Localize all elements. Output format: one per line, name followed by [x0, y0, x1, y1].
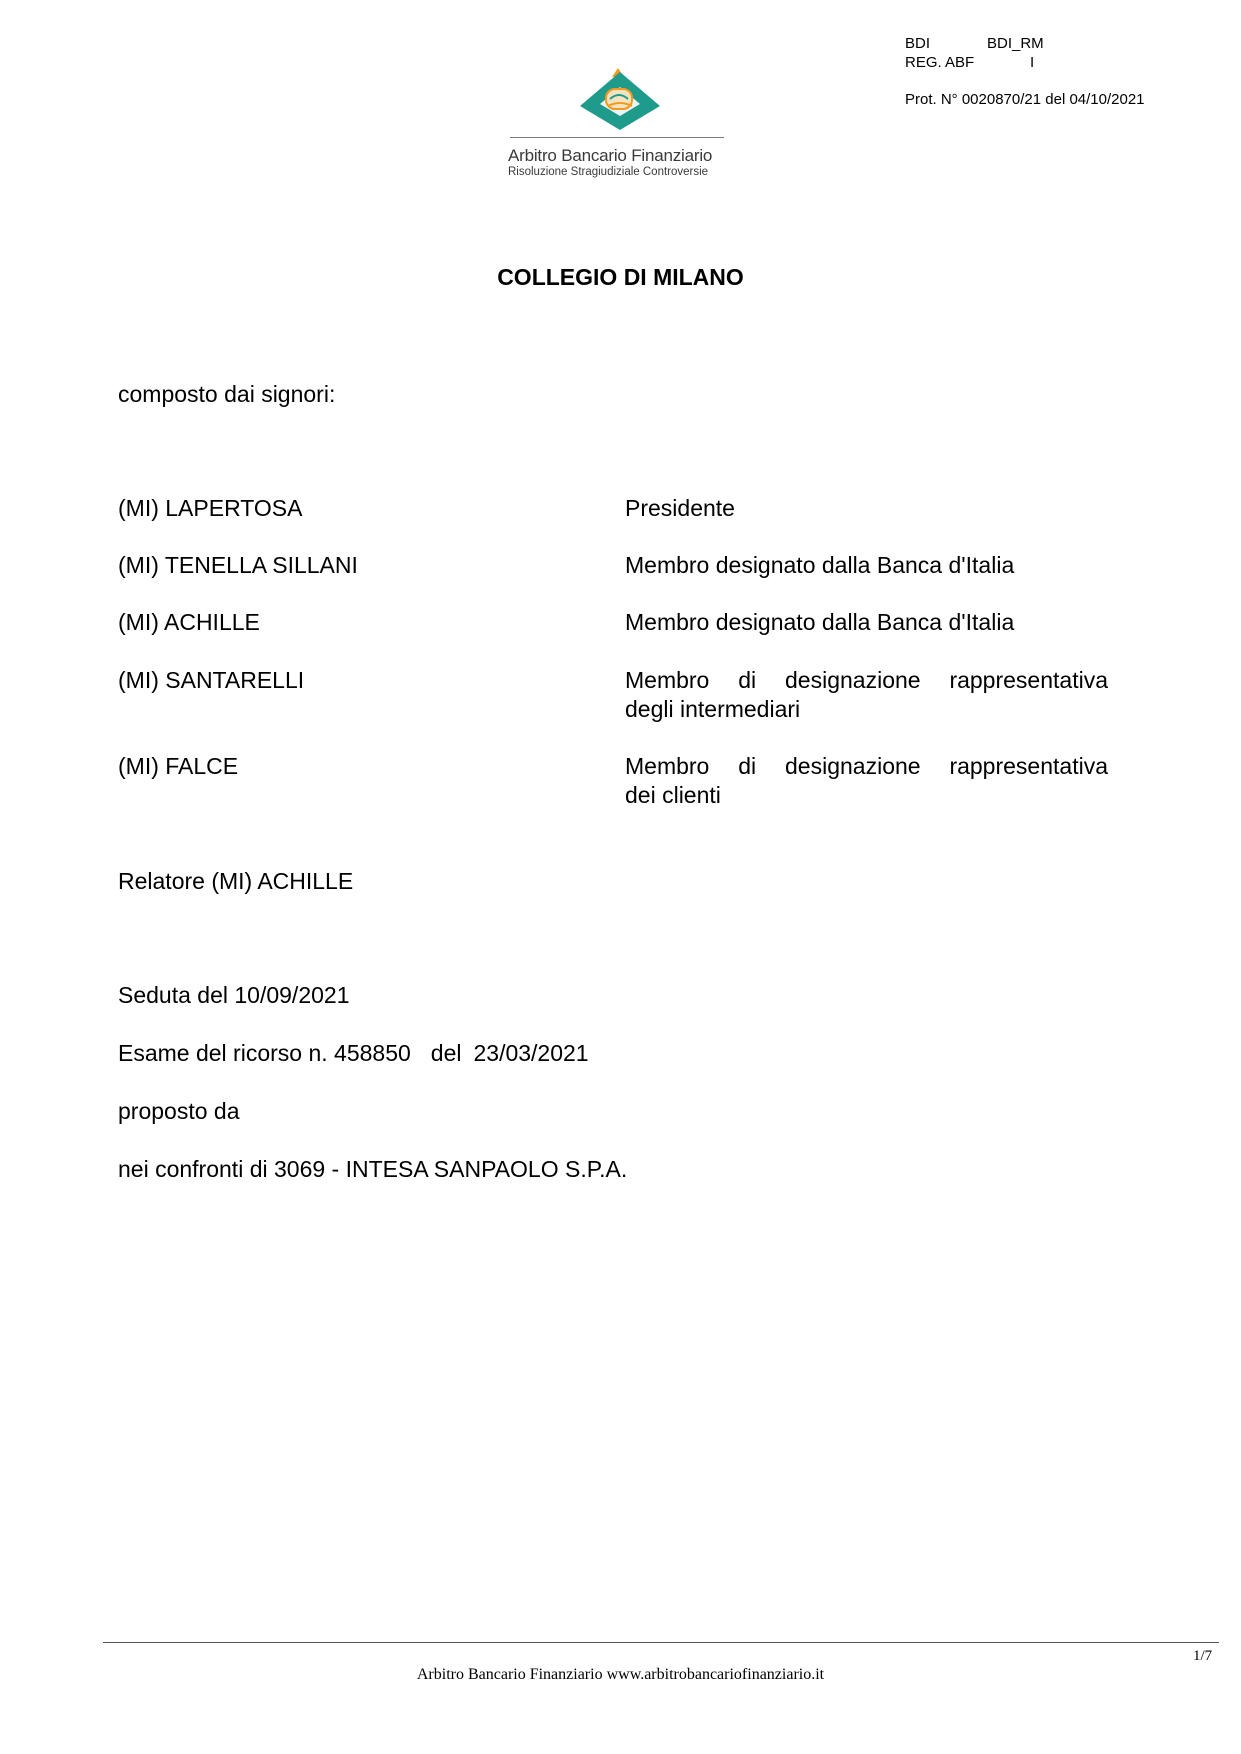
member-name: (MI) FALCE: [118, 753, 239, 779]
abf-logo: [508, 64, 728, 184]
seduta-text: Seduta del 10/09/2021: [118, 982, 350, 1008]
esame-line: [118, 1039, 589, 1068]
esame-del-label: del: [430, 1040, 462, 1066]
doc-code-secondary: BDI_RM: [987, 35, 1044, 52]
ricorso-number: 458850: [334, 1040, 411, 1066]
reg-value: I: [1030, 54, 1035, 71]
member-name: (MI) SANTARELLI: [118, 667, 305, 693]
reg-label: REG. ABF: [905, 54, 975, 71]
logo-divider: [510, 137, 724, 138]
esame-label: Esame del ricorso n.: [118, 1040, 328, 1066]
member-role: Membro designato dalla Banca d'Italia: [625, 609, 1015, 635]
relatore-text: Relatore (MI) ACHILLE: [118, 868, 354, 894]
page-title: COLLEGIO DI MILANO: [497, 264, 744, 290]
confronti-text: nei confronti di 3069 - INTESA SANPAOLO S.P.A.: [118, 1156, 628, 1182]
member-role: Presidente: [625, 495, 735, 521]
member-role-continued: degli intermediari: [625, 696, 801, 722]
member-role: Membro di designazione rappresentativa: [625, 667, 1108, 693]
footer-divider: [103, 1642, 1219, 1643]
member-name: (MI) LAPERTOSA: [118, 495, 303, 521]
logo-tagline: Risoluzione Stragiudiziale Controversie: [508, 166, 709, 178]
member-role: Membro designato dalla Banca d'Italia: [625, 552, 1015, 578]
member-role: Membro di designazione rappresentativa: [625, 753, 1108, 779]
ricorso-date: 23/03/2021: [473, 1040, 589, 1066]
page-number: 1/7: [1193, 1648, 1213, 1664]
logo-title: Arbitro Bancario Finanziario: [508, 146, 713, 165]
protocol-number: Prot. N° 0020870/21 del 04/10/2021: [905, 91, 1145, 108]
doc-code: BDI: [905, 35, 931, 52]
intro-text: composto dai signori:: [118, 381, 336, 407]
proposto-text: proposto da: [118, 1098, 240, 1124]
member-role-continued: dei clienti: [625, 782, 721, 808]
footer-text: Arbitro Bancario Finanziario www.arbitrobancariofinanziario.it: [416, 1666, 825, 1683]
abf-emblem-icon: [508, 64, 728, 140]
member-name: (MI) ACHILLE: [118, 609, 260, 635]
member-name: (MI) TENELLA SILLANI: [118, 552, 358, 578]
